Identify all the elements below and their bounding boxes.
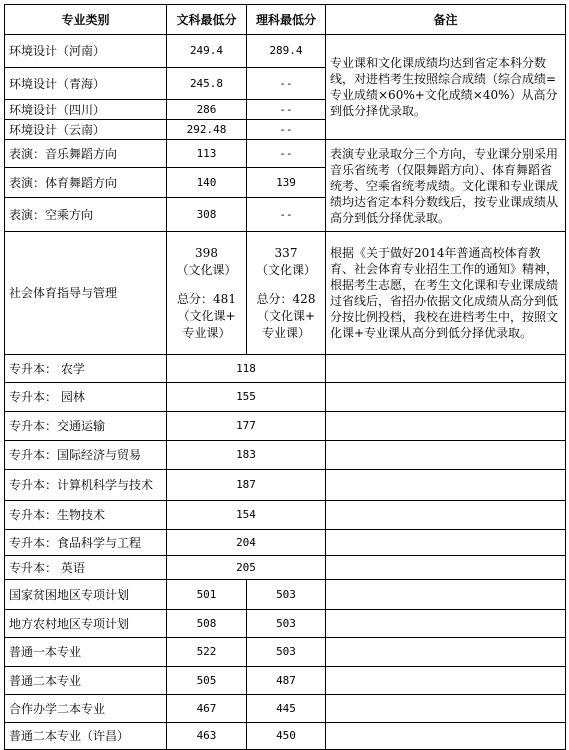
- total-label-line1: （文化课+: [256, 308, 316, 323]
- wen-score: 113: [167, 140, 247, 168]
- major-cell: 社会体育指导与管理: [5, 232, 167, 355]
- table-row: [5, 470, 566, 501]
- major-cell: 专升本：计算机科学与技术: [5, 470, 167, 501]
- empty-note: [326, 383, 566, 412]
- wen-score: 292.48: [167, 120, 247, 140]
- li-score: --: [247, 68, 326, 100]
- major-cell: 表演：音乐舞蹈方向: [5, 140, 167, 168]
- major-cell: 专升本：国际经济与贸易: [5, 441, 167, 470]
- note-performance: 表演专业录取分三个方向，专业课分别采用音乐省统考（仅限舞蹈方向）、体育舞蹈省统考、空乘省统考成绩。文化课和专业课成绩均达省定本科分数线后，按专业课成绩从高分到低分择优录取。: [326, 140, 566, 232]
- table-row: [5, 383, 566, 412]
- merged-score: 183: [167, 441, 326, 470]
- table-row: [5, 355, 566, 383]
- major-cell: 表演：空乘方向: [5, 198, 167, 232]
- major-cell: 普通二本专业: [5, 667, 167, 695]
- li-score: 445: [247, 695, 326, 723]
- table-row: [5, 667, 566, 695]
- wen-score-sports: [167, 232, 247, 355]
- table-row-sports: [5, 232, 566, 355]
- wen-culture-score: 398: [195, 245, 218, 260]
- merged-score: 154: [167, 501, 326, 530]
- table-row: [5, 35, 566, 68]
- empty-note: [326, 610, 566, 638]
- merged-score: 205: [167, 556, 326, 580]
- header-li-min: 理科最低分: [247, 5, 326, 35]
- major-cell: 专升本：生物技术: [5, 501, 167, 530]
- total-label-line2: 专业课）: [261, 325, 310, 340]
- empty-note: [326, 355, 566, 383]
- major-cell: 环境设计（河南）: [5, 35, 167, 68]
- wen-score: 245.8: [167, 68, 247, 100]
- wen-score: 286: [167, 100, 247, 120]
- table-row: [5, 530, 566, 556]
- empty-note: [326, 412, 566, 441]
- table-row: [5, 556, 566, 580]
- admission-score-table: [4, 4, 566, 750]
- wen-score: 308: [167, 198, 247, 232]
- li-score: 450: [247, 723, 326, 750]
- wen-score: 140: [167, 168, 247, 198]
- wen-score: 463: [167, 723, 247, 750]
- total-label-line2: 专业课）: [182, 325, 231, 340]
- header-wen-min: 文科最低分: [167, 5, 247, 35]
- culture-label: （文化课）: [255, 262, 316, 277]
- table-row: [5, 441, 566, 470]
- major-cell: 地方农村地区专项计划: [5, 610, 167, 638]
- empty-note: [326, 638, 566, 667]
- major-cell: 普通二本专业（许昌）: [5, 723, 167, 750]
- table-row: [5, 638, 566, 667]
- culture-label: （文化课）: [176, 262, 237, 277]
- empty-note: [326, 695, 566, 723]
- wen-score: 501: [167, 580, 247, 610]
- major-cell: 国家贫困地区专项计划: [5, 580, 167, 610]
- empty-note: [326, 667, 566, 695]
- empty-note: [326, 501, 566, 530]
- li-score: 503: [247, 638, 326, 667]
- li-score: 289.4: [247, 35, 326, 68]
- empty-note: [326, 723, 566, 750]
- header-notes: 备注: [326, 5, 566, 35]
- li-total-score: 总分：428: [256, 291, 316, 306]
- empty-note: [326, 530, 566, 556]
- header-row: [5, 5, 566, 35]
- merged-score: 155: [167, 383, 326, 412]
- wen-score: 249.4: [167, 35, 247, 68]
- table-row: [5, 501, 566, 530]
- empty-note: [326, 441, 566, 470]
- empty-note: [326, 556, 566, 580]
- major-cell: 表演：体育舞蹈方向: [5, 168, 167, 198]
- wen-score: 467: [167, 695, 247, 723]
- wen-score: 522: [167, 638, 247, 667]
- li-score: 503: [247, 580, 326, 610]
- li-score: 139: [247, 168, 326, 198]
- li-culture-score: 337: [274, 245, 298, 260]
- table-row: [5, 610, 566, 638]
- total-label-line1: （文化课+: [177, 308, 236, 323]
- merged-score: 177: [167, 412, 326, 441]
- table-row: [5, 412, 566, 441]
- major-cell: 专升本： 英语: [5, 556, 167, 580]
- li-score: --: [247, 120, 326, 140]
- table-row: [5, 580, 566, 610]
- table-row: [5, 723, 566, 750]
- li-score: --: [247, 198, 326, 232]
- empty-note: [326, 580, 566, 610]
- note-sports: 根据《关于做好2014年普通高校体育教育、社会体育专业招生工作的通知》精神，根据考生志愿，在考生文化课和专业课成绩过省线后，省招办依据文化成绩从高分到低分按比例投档，我校在进档考生中，按照文化课+专业课从高分到低分择优录取。: [326, 232, 566, 355]
- major-cell: 专升本： 园林: [5, 383, 167, 412]
- merged-score: 187: [167, 470, 326, 501]
- table-row: [5, 695, 566, 723]
- major-cell: 普通一本专业: [5, 638, 167, 667]
- wen-score: 508: [167, 610, 247, 638]
- note-design: 专业课和文化课成绩均达到省定本科分数线，对进档考生按照综合成绩（综合成绩=专业成绩×60%+文化成绩×40%）从高分到低分择优录取。: [326, 35, 566, 140]
- major-cell: 环境设计（云南）: [5, 120, 167, 140]
- major-cell: 环境设计（四川）: [5, 100, 167, 120]
- table-row: [5, 140, 566, 168]
- merged-score: 118: [167, 355, 326, 383]
- wen-score: 505: [167, 667, 247, 695]
- li-score: 487: [247, 667, 326, 695]
- major-cell: 专升本：食品科学与工程: [5, 530, 167, 556]
- empty-note: [326, 470, 566, 501]
- header-major: 专业类别: [5, 5, 167, 35]
- major-cell: 专升本：交通运输: [5, 412, 167, 441]
- wen-total-score: 总分：481: [177, 291, 236, 306]
- li-score-sports: [247, 232, 326, 355]
- major-cell: 专升本： 农学: [5, 355, 167, 383]
- merged-score: 204: [167, 530, 326, 556]
- li-score: --: [247, 140, 326, 168]
- major-cell: 合作办学二本专业: [5, 695, 167, 723]
- li-score: --: [247, 100, 326, 120]
- li-score: 503: [247, 610, 326, 638]
- major-cell: 环境设计（青海）: [5, 68, 167, 100]
